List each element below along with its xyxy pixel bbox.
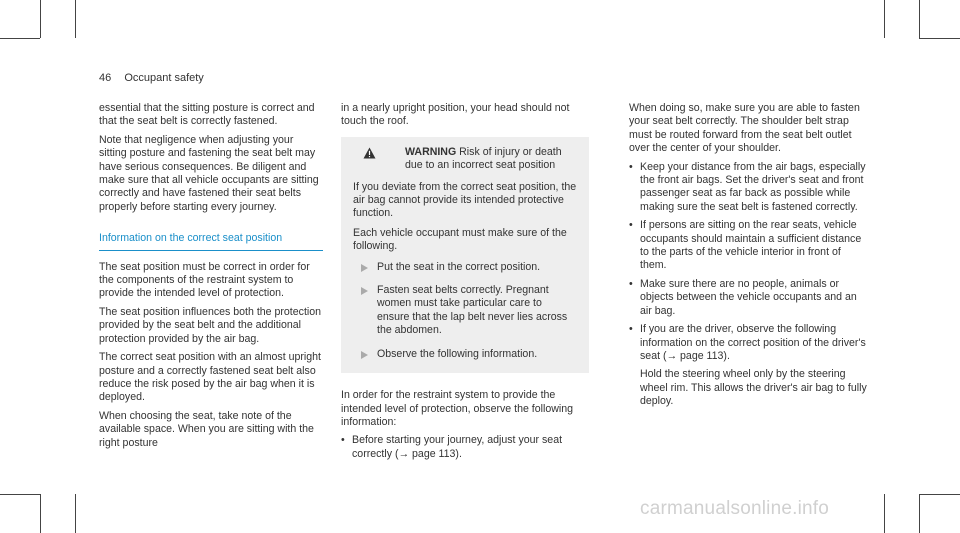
bullet: • — [629, 219, 633, 232]
warning-step — [353, 348, 577, 361]
list-item-text: Before starting your journey, adjust your seat correctly (→ page 113). — [352, 434, 563, 460]
crop-mark — [919, 494, 920, 533]
arrow-right-icon — [361, 287, 368, 295]
bullet: • — [341, 434, 345, 447]
warning-box — [341, 137, 589, 373]
list-item — [629, 161, 869, 215]
paragraph: Hold the steering wheel only by the steering wheel rim. This allows the driver's air bag to fully deploy. — [640, 368, 867, 408]
column-right — [629, 102, 869, 414]
paragraph: The seat position must be correct in order for the components of the restraint system to provide the intended level of protection. — [99, 260, 310, 300]
warning-step — [353, 261, 577, 274]
crop-mark — [919, 494, 960, 495]
paragraph: When choosing the seat, take note of the available space. When you are sitting with the right posture — [99, 409, 314, 449]
warning-header — [353, 146, 577, 173]
warning-triangle-icon — [363, 147, 376, 159]
paragraph: The correct seat position with an almost upright posture and a correctly fastened seat belt also reduce the risk posed by the air bag when it is deployed. — [99, 351, 321, 404]
crop-mark — [0, 494, 40, 495]
bullet: • — [629, 323, 633, 336]
bullet: • — [629, 160, 633, 173]
watermark: carmanualsonline.info — [640, 498, 830, 519]
paragraph: The seat position influences both the protection provided by the seat belt and the additional protection provided by the air bag. — [99, 305, 322, 345]
warning-paragraph: Each vehicle occupant must make sure of the following. — [353, 226, 567, 253]
warning-paragraph: If you deviate from the correct seat position, the air bag cannot provide its intended protective function. — [353, 180, 577, 220]
list-item — [629, 323, 869, 363]
warning-title: Risk of injury or death due to an incorrect seat position — [405, 145, 562, 172]
crop-mark — [40, 494, 41, 533]
column-left — [99, 102, 323, 455]
step-text: Fasten seat belts correctly. Pregnant women must take particular care to ensure that the lap belt never lies across the abdomen. — [377, 284, 568, 337]
page-header — [99, 72, 204, 85]
list-item — [629, 219, 869, 273]
column-middle — [341, 102, 589, 466]
paragraph: In order for the restraint system to provide the intended level of protection, observe the following information: — [341, 389, 574, 428]
crop-mark — [40, 0, 41, 38]
list-item-text: If you are the driver, observe the following information on the correct position of the driver's seat (→ page 113). — [640, 323, 866, 362]
crop-mark — [919, 38, 960, 39]
arrow-right-icon — [361, 264, 368, 272]
crop-mark — [75, 494, 76, 533]
bullet-list — [629, 161, 869, 364]
heading-rule — [99, 250, 323, 251]
bullet-list — [341, 434, 589, 461]
list-item — [341, 434, 589, 461]
crop-mark — [75, 0, 76, 38]
list-item — [629, 278, 869, 318]
arrow-right-icon — [361, 351, 368, 359]
paragraph: Note that negligence when adjusting your sitting posture and fastening the seat belt may have serious consequences. Be diligent and make sure that all vehicle occupants are sitting correctly and have fastened their seat belts properly before starting every journey. — [99, 133, 319, 213]
list-item-text: If persons are sitting on the rear seats, vehicle occupants should maintain a sufficient distance to the parts of the vehicle interior in front of them. — [640, 219, 862, 272]
paragraph: essential that the sitting posture is correct and that the seat belt is correctly fastened. — [99, 102, 315, 128]
warning-step — [353, 284, 577, 338]
list-item-text: Make sure there are no people, animals or objects between the vehicle occupants and an air bag. — [640, 277, 857, 317]
subsection-heading: Information on the correct seat position — [99, 232, 283, 245]
bullet: • — [629, 277, 633, 290]
page-number: 46 — [99, 72, 112, 84]
crop-mark — [0, 38, 40, 39]
crop-mark — [919, 0, 920, 38]
warning-label: WARNING — [405, 145, 457, 158]
section-title: Occupant safety — [124, 72, 204, 84]
list-item-text: Keep your distance from the air bags, especially the front air bags. Set the driver's seat and front passenger seat as far back as possible while making sure the seat belt is fastened correctly. — [640, 160, 866, 213]
step-text: Put the seat in the correct position. — [377, 260, 541, 273]
step-text: Observe the following information. — [377, 347, 538, 360]
paragraph: When doing so, make sure you are able to fasten your seat belt correctly. The shoulder belt strap must be routed forward from the seat belt outlet over the center of your shoulder. — [629, 102, 860, 155]
paragraph: in a nearly upright position, your head should not touch the roof. — [341, 102, 570, 128]
crop-mark — [884, 494, 885, 533]
crop-mark — [884, 0, 885, 38]
